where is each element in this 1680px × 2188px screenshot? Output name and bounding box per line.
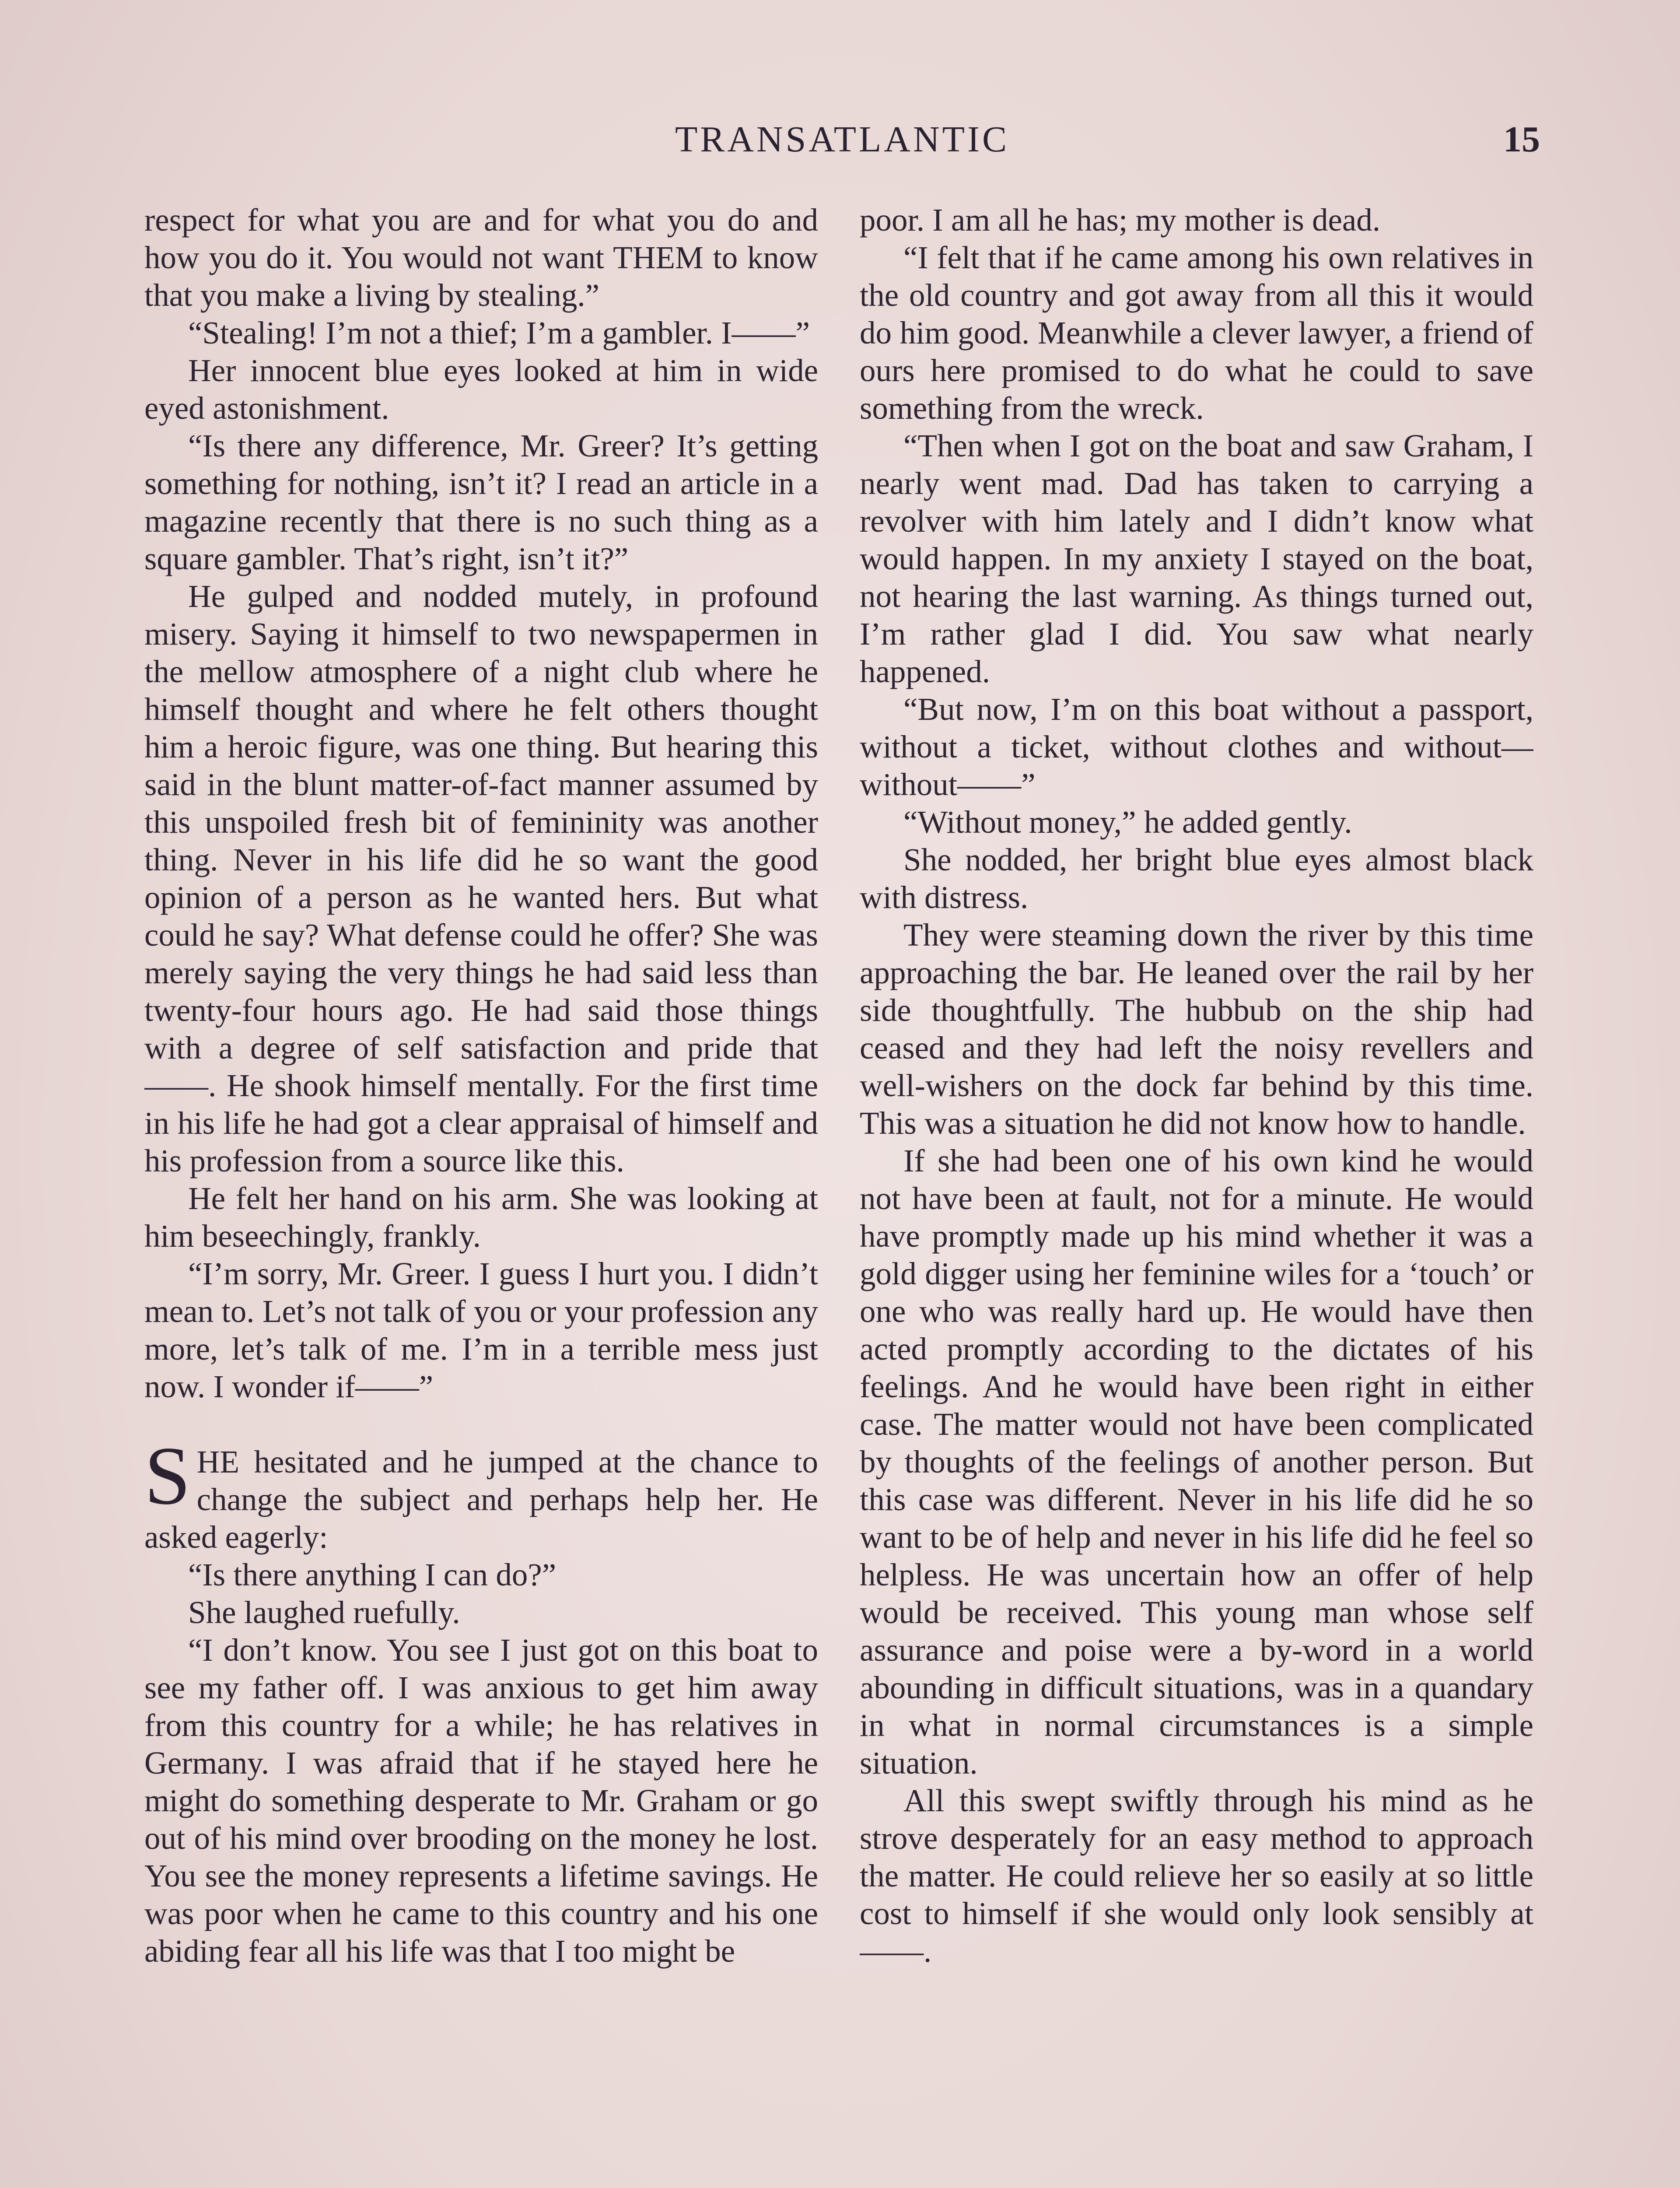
paragraph: “I don’t know. You see I just got on this boat to see my father off. I was anxious to get him away from this country for a while; he has relatives in Germany. I was afraid that if he stayed here he might do something desperate to Mr. Graham or go out of his mind over brooding on the money he lost. You see the money represents a lifetime savings. He was poor when he came to this country and his one abiding fear all his life was that I too might be	[144, 1632, 818, 1969]
paragraph: “Is there any difference, Mr. Greer? It’s getting something for nothing, isn’t it? I read an article in a magazine recently that there is no such thing as a square gambler. That’s right, isn’t it?”	[144, 428, 818, 576]
paragraph: “I felt that if he came among his own relatives in the old country and got away from all this it would do him good. Meanwhile a clever lawyer, a friend of ours here promised to do what he could to save something from the wreck.	[860, 240, 1533, 426]
paragraph: All this swept swiftly through his mind as he strove desperately for an easy method to approach the matter. He could relieve her so easily at so little cost to himself if she would only look sensibly at——.	[860, 1783, 1533, 1969]
section-paragraph	[144, 1430, 818, 1556]
paragraph: If she had been one of his own kind he would not have been at fault, not for a minute. He would have promptly made up his mind whether it was a gold digger using her feminine wiles for a ‘touch’ or one who was really hard up. He would have then acted promptly according to the dictates of his feelings. And he would have been right in either case. The matter would not have been complicated by thoughts of the feelings of another person. But this case was different. Never in his life did he so want to be of help and never in his life did he feel so helpless. He was uncertain how an offer of help would be received. This young man whose self assurance and poise were a by-word in a world abounding in difficult situations, was in a quandary in what in normal circumstances is a simple situation.	[860, 1143, 1533, 1781]
paragraph-text: HE hesitated and he jumped at the chance to change the subject and perhaps help her. He asked eagerly:	[144, 1444, 818, 1555]
running-title: TRANSATLANTIC	[675, 119, 1009, 160]
paragraph: poor. I am all he has; my mother is dead.	[860, 202, 1381, 238]
left-column	[144, 201, 818, 2188]
drop-cap: S	[144, 1430, 191, 1522]
paragraph: She nodded, her bright blue eyes almost black with distress.	[860, 842, 1533, 915]
paragraph: “Then when I got on the boat and saw Graham, I nearly went mad. Dad has taken to carrying a revolver with him lately and I didn’t know what would happen. In my anxiety I stayed on the boat, not hearing the last warning. As things turned out, I’m rather glad I did. You saw what nearly happened.	[860, 428, 1533, 689]
paragraph: Her innocent blue eyes looked at him in wide eyed astonishment.	[144, 353, 818, 426]
page-number: 15	[1503, 119, 1540, 160]
paragraph: respect for what you are and for what you do and how you do it. You would not want THEM to know that you make a living by stealing.”	[144, 202, 818, 313]
paragraph: “Is there anything I can do?”	[188, 1557, 556, 1592]
paragraph: “I’m sorry, Mr. Greer. I guess I hurt you. I didn’t mean to. Let’s not talk of you or your profession any more, let’s talk of me. I’m in a terrible mess just now. I wonder if——”	[144, 1256, 818, 1404]
paragraph: He gulped and nodded mutely, in profound misery. Saying it himself to two newspapermen in the mellow atmosphere of a night club where he himself thought and where he felt others thought him a heroic figure, was one thing. But hearing this said in the blunt matter-of-fact manner assumed by this unspoiled fresh bit of femininity was another thing. Never in his life did he so want the good opinion of a person as he wanted hers. But what could he say? What defense could he offer? She was merely saying the very things he had said less than twenty-four hours ago. He had said those things with a degree of self satisfaction and pride that ——. He shook himself mentally. For the first time in his life he had got a clear appraisal of himself and his profession from a source like this.	[144, 579, 818, 1178]
paragraph: “But now, I’m on this boat without a passport, without a ticket, without clothes and without—without——”	[860, 691, 1533, 802]
running-head	[144, 118, 1540, 166]
paragraph: “Stealing! I’m not a thief; I’m a gambler. I——”	[188, 315, 810, 351]
paragraph: “Without money,” he added gently.	[903, 804, 1352, 840]
paragraph: She laughed ruefully.	[188, 1595, 460, 1630]
paragraph: He felt her hand on his arm. She was looking at him beseechingly, frankly.	[144, 1181, 818, 1254]
paragraph: They were steaming down the river by this time approaching the bar. He leaned over the rail by her side thoughtfully. The hubbub on the ship had ceased and they had left the noisy revellers and well-wishers on the dock far behind by this time. This was a situation he did not know how to handle.	[860, 917, 1533, 1141]
right-column	[860, 201, 1533, 2188]
